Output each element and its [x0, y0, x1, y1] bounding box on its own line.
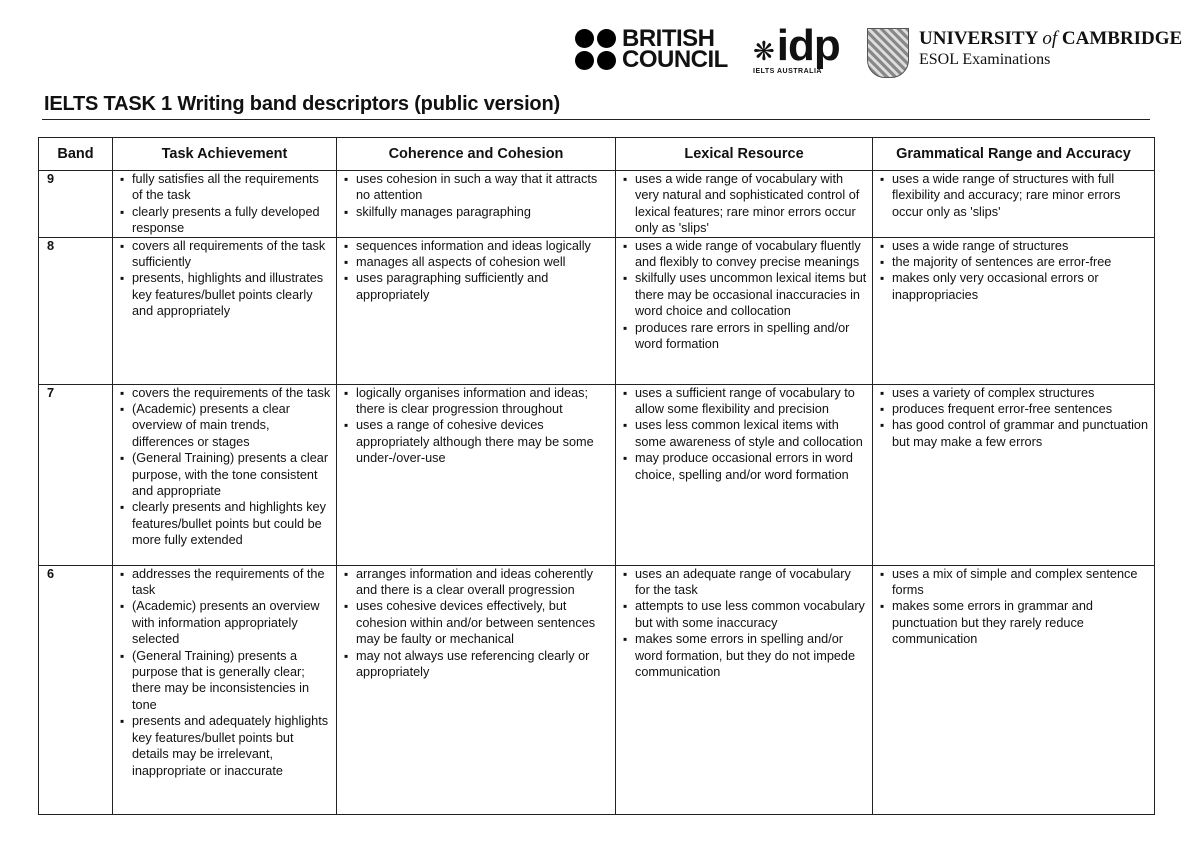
descriptor-list [620, 385, 868, 483]
descriptor-list [341, 238, 611, 304]
cell-task-achievement [113, 171, 337, 238]
header-task-achievement: Task Achievement [113, 138, 337, 171]
descriptor-item: ▪ uses cohesion in such a way that it attracts no attention [341, 171, 611, 204]
descriptor-item: ▪ clearly presents and highlights key features/bullet points but could be more fully extended [117, 499, 332, 548]
cambridge-crest-icon [867, 28, 909, 78]
descriptor-list [341, 385, 611, 467]
descriptor-list [341, 171, 611, 220]
cell-coherence-cohesion [337, 565, 616, 814]
british-council-logo [575, 25, 728, 73]
cell-grammatical-range [873, 565, 1155, 814]
descriptor-item: ▪ manages all aspects of cohesion well [341, 254, 611, 270]
header-coherence-cohesion: Coherence and Cohesion [337, 138, 616, 171]
descriptor-list [341, 566, 611, 681]
cell-coherence-cohesion [337, 237, 616, 384]
descriptor-item: ▪ uses a wide range of structures [877, 238, 1150, 254]
band-number: 7 [39, 384, 113, 565]
descriptor-item: ▪ uses an adequate range of vocabulary for the task [620, 566, 868, 599]
descriptor-item: ▪ sequences information and ideas logically [341, 238, 611, 254]
idp-text: idp [776, 21, 840, 70]
band-number: 8 [39, 237, 113, 384]
descriptor-item: ▪ may produce occasional errors in word choice, spelling and/or word formation [620, 450, 868, 483]
descriptor-item: ▪ uses a mix of simple and complex sentence forms [877, 566, 1150, 599]
descriptor-list [877, 171, 1150, 220]
logos-bar [575, 21, 1183, 80]
cell-lexical-resource [616, 171, 873, 238]
idp-logo [753, 21, 840, 70]
cell-lexical-resource [616, 237, 873, 384]
table-row [39, 171, 1155, 238]
descriptor-item: ▪ presents, highlights and illustrates key features/bullet points clearly and appropriately [117, 270, 332, 319]
table-row [39, 384, 1155, 565]
descriptor-item: ▪ may not always use referencing clearly or appropriately [341, 648, 611, 681]
table-header-row [39, 138, 1155, 171]
descriptor-list [117, 171, 332, 237]
descriptor-item: ▪ uses cohesive devices effectively, but cohesion within and/or between sentences may be faulty or mechanical [341, 598, 611, 647]
cell-lexical-resource [616, 384, 873, 565]
descriptor-list [117, 385, 332, 549]
descriptor-item: ▪ (General Training) presents a clear purpose, with the tone consistent and appropriate [117, 450, 332, 499]
idp-mark-icon: ❋ [753, 36, 775, 66]
descriptor-item: ▪ (General Training) presents a purpose that is generally clear; there may be inconsistencies in tone [117, 648, 332, 714]
descriptor-item: ▪ makes some errors in spelling and/or word formation, but they do not impede communication [620, 631, 868, 680]
descriptor-item: ▪ produces rare errors in spelling and/or word formation [620, 320, 868, 353]
page-title: IELTS TASK 1 Writing band descriptors (public version) [44, 93, 560, 115]
descriptor-item: ▪ uses paragraphing sufficiently and appropriately [341, 270, 611, 303]
descriptor-item: ▪ makes only very occasional errors or inappropriacies [877, 270, 1150, 303]
table-row [39, 565, 1155, 814]
british-council-line2: COUNCIL [622, 46, 728, 73]
band-number: 6 [39, 565, 113, 814]
descriptor-item: ▪ the majority of sentences are error-free [877, 254, 1150, 270]
descriptor-item: ▪ uses a sufficient range of vocabulary to allow some flexibility and precision [620, 385, 868, 418]
descriptor-list [620, 566, 868, 681]
cell-grammatical-range [873, 384, 1155, 565]
header-lexical-resource: Lexical Resource [616, 138, 873, 171]
descriptor-item: ▪ uses a wide range of structures with full flexibility and accuracy; rare minor errors occur only as 'slips' [877, 171, 1150, 220]
british-council-dots-icon [575, 29, 616, 70]
cell-grammatical-range [873, 237, 1155, 384]
descriptor-item: ▪ addresses the requirements of the task [117, 566, 332, 599]
descriptor-item: ▪ covers all requirements of the task sufficiently [117, 238, 332, 271]
cell-task-achievement [113, 565, 337, 814]
descriptor-item: ▪ fully satisfies all the requirements of the task [117, 171, 332, 204]
descriptor-item: ▪ arranges information and ideas coherently and there is a clear overall progression [341, 566, 611, 599]
descriptor-item: ▪ uses a variety of complex structures [877, 385, 1150, 401]
header-grammatical-range: Grammatical Range and Accuracy [873, 138, 1155, 171]
descriptor-item: ▪ covers the requirements of the task [117, 385, 332, 401]
descriptor-item: ▪ uses a wide range of vocabulary with very natural and sophisticated control of lexical features; rare minor errors occur only as 'slips' [620, 171, 868, 237]
cambridge-logo [867, 28, 1182, 78]
descriptor-item: ▪ uses a range of cohesive devices appropriately although there may be some under-/over-use [341, 417, 611, 466]
descriptor-item: ▪ makes some errors in grammar and punctuation but they rarely reduce communication [877, 598, 1150, 647]
band-number: 9 [39, 171, 113, 238]
title-rule [42, 119, 1150, 120]
descriptor-list [117, 566, 332, 779]
descriptor-item: ▪ uses a wide range of vocabulary fluently and flexibly to convey precise meanings [620, 238, 868, 271]
descriptor-item: ▪ (Academic) presents an overview with information appropriately selected [117, 598, 332, 647]
british-council-line1: BRITISH [622, 25, 715, 52]
cambridge-line2: ESOL Examinations [919, 51, 1051, 68]
cell-lexical-resource [616, 565, 873, 814]
descriptor-list [877, 566, 1150, 648]
descriptor-item: ▪ clearly presents a fully developed response [117, 204, 332, 237]
descriptor-item: ▪ (Academic) presents a clear overview of main trends, differences or stages [117, 401, 332, 450]
descriptor-item: ▪ has good control of grammar and punctuation but may make a few errors [877, 417, 1150, 450]
cambridge-line1: UNIVERSITY of CAMBRIDGE [919, 28, 1183, 49]
descriptor-list [877, 385, 1150, 451]
descriptor-item: ▪ presents and adequately highlights key features/bullet points but details may be irrelevant, inappropriate or inaccurate [117, 713, 332, 779]
descriptor-list [117, 238, 332, 320]
cell-task-achievement [113, 237, 337, 384]
descriptor-item: ▪ logically organises information and ideas; there is clear progression throughout [341, 385, 611, 418]
descriptor-list [877, 238, 1150, 304]
header-band: Band [39, 138, 113, 171]
band-descriptors-table [38, 137, 1155, 815]
cell-grammatical-range [873, 171, 1155, 238]
cell-coherence-cohesion [337, 384, 616, 565]
descriptor-list [620, 171, 868, 237]
descriptor-item: ▪ attempts to use less common vocabulary but with some inaccuracy [620, 598, 868, 631]
descriptor-item: ▪ skilfully uses uncommon lexical items but there may be occasional inaccuracies in word choice and collocation [620, 270, 868, 319]
descriptor-list [620, 238, 868, 353]
descriptor-item: ▪ produces frequent error-free sentences [877, 401, 1150, 417]
table-row [39, 237, 1155, 384]
descriptor-item: ▪ skilfully manages paragraphing [341, 204, 611, 220]
idp-subtitle: IELTS AUSTRALIA [753, 68, 822, 75]
cell-task-achievement [113, 384, 337, 565]
descriptor-item: ▪ uses less common lexical items with some awareness of style and collocation [620, 417, 868, 450]
cell-coherence-cohesion [337, 171, 616, 238]
